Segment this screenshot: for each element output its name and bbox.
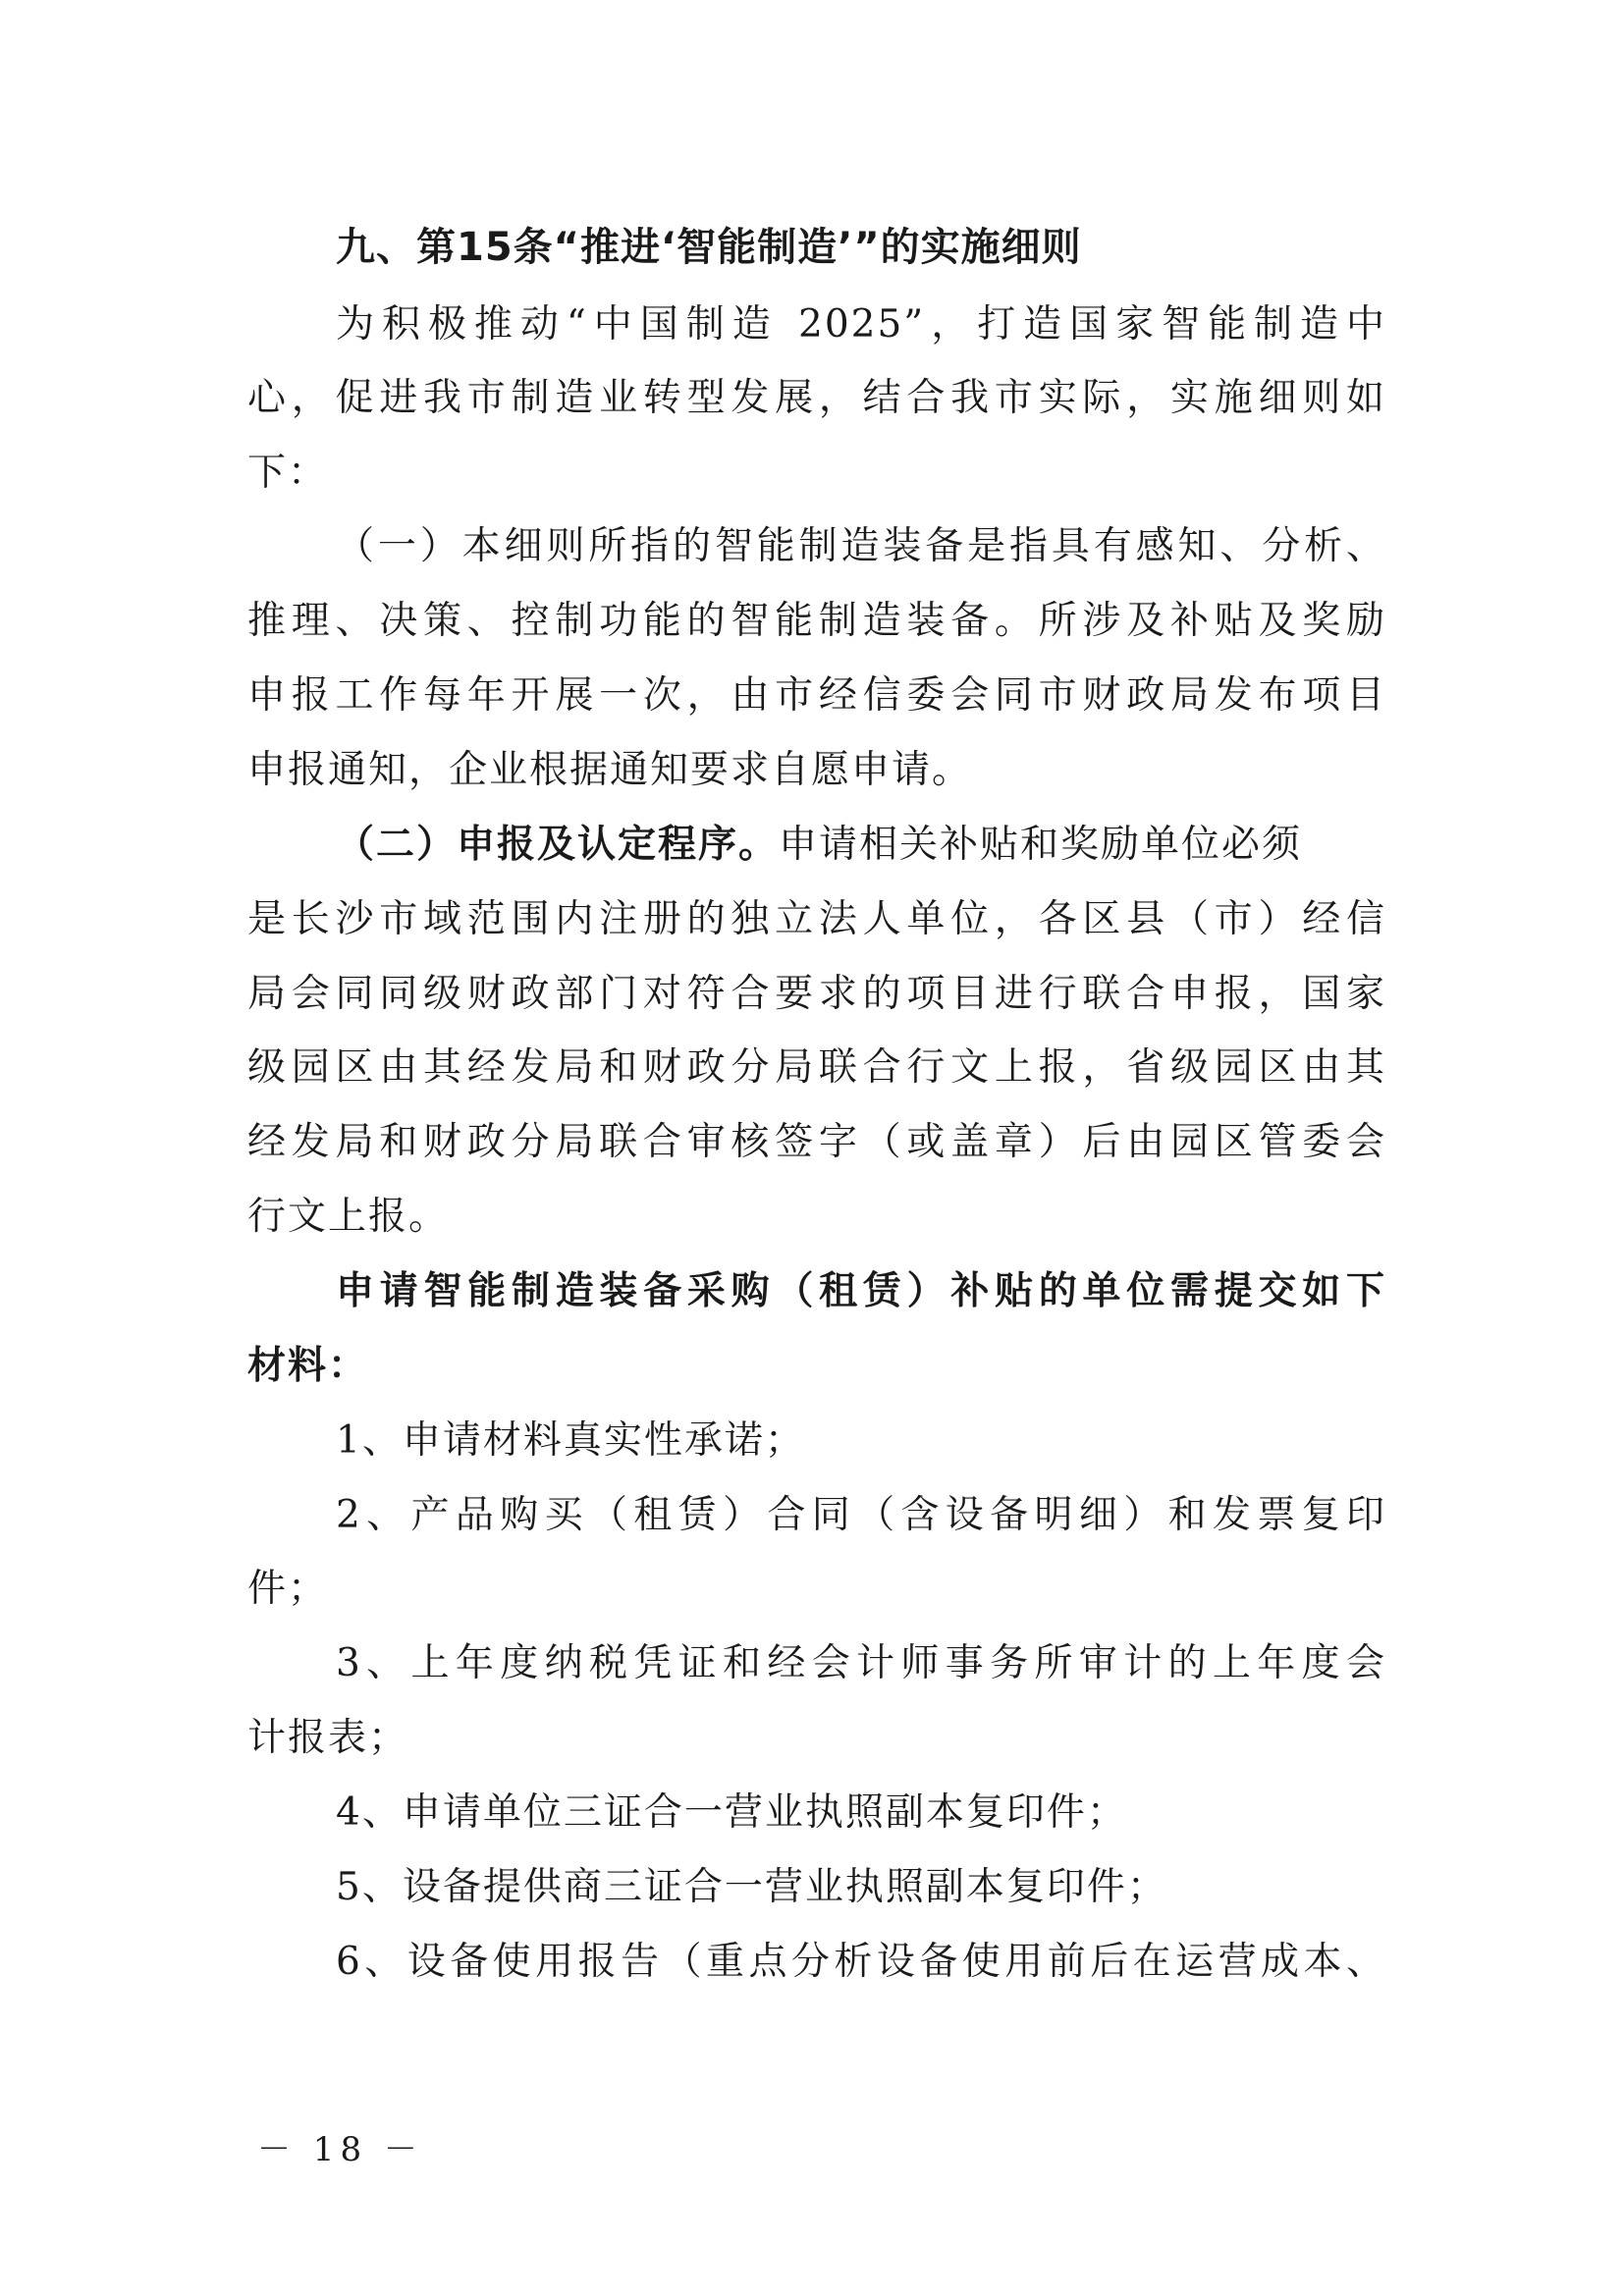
p2-line-4: 级园区由其经发局和财政分局联合行文上报，省级园区由其 — [247, 1045, 1386, 1090]
p2-line-1-text: 申请相关补贴和奖励单位必须 — [779, 823, 1303, 867]
list-item-2-cont: 件； — [247, 1567, 329, 1611]
p3-line-1: 申请智能制造装备采购（租赁）补贴的单位需提交如下 — [336, 1269, 1386, 1313]
section-heading: 九、第15条“推进‘智能制造’”的实施细则 — [336, 225, 1082, 270]
p2-line-6: 行文上报。 — [247, 1195, 450, 1239]
intro-line-1: 为积极推动“中国制造 2025”，打造国家智能制造中 — [336, 302, 1386, 347]
list-item-2: 2、产品购买（租赁）合同（含设备明细）和发票复印 — [336, 1493, 1386, 1537]
p2-line-2: 是长沙市域范围内注册的独立法人单位，各区县（市）经信 — [247, 897, 1386, 941]
p2-line-1 — [336, 816, 1386, 875]
p3-line-2: 材料： — [247, 1344, 369, 1388]
list-item-3: 3、上年度纳税凭证和经会计师事务所审计的上年度会 — [336, 1641, 1386, 1685]
intro-line-3: 下： — [247, 451, 329, 495]
p1-line-4: 申报通知，企业根据通知要求自愿申请。 — [247, 748, 973, 792]
page-number: － 18 － — [257, 2130, 423, 2169]
p2-line-5: 经发局和财政分局联合审核签字（或盖章）后由园区管委会 — [247, 1120, 1386, 1164]
p2-lead: （二）申报及认定程序。 — [336, 823, 780, 867]
p2-line-3: 局会同同级财政部门对符合要求的项目进行联合申报，国家 — [247, 972, 1386, 1016]
p1-line-1: （一）本细则所指的智能制造装备是指具有感知、分析、 — [336, 524, 1386, 568]
list-item-6: 6、设备使用报告（重点分析设备使用前后在运营成本、 — [336, 1940, 1386, 1984]
list-item-4: 4、申请单位三证合一营业执照副本复印件； — [336, 1790, 1127, 1835]
p1-line-3: 申报工作每年开展一次，由市经信委会同市财政局发布项目 — [247, 673, 1386, 718]
list-item-1: 1、申请材料真实性承诺； — [336, 1418, 805, 1463]
p1-line-2: 推理、决策、控制功能的智能制造装备。所涉及补贴及奖励 — [247, 599, 1386, 643]
list-item-5: 5、设备提供商三证合一营业执照副本复印件； — [336, 1865, 1167, 1909]
intro-line-2: 心，促进我市制造业转型发展，结合我市实际，实施细则如 — [247, 376, 1386, 420]
list-item-3-cont: 计报表； — [247, 1716, 409, 1760]
